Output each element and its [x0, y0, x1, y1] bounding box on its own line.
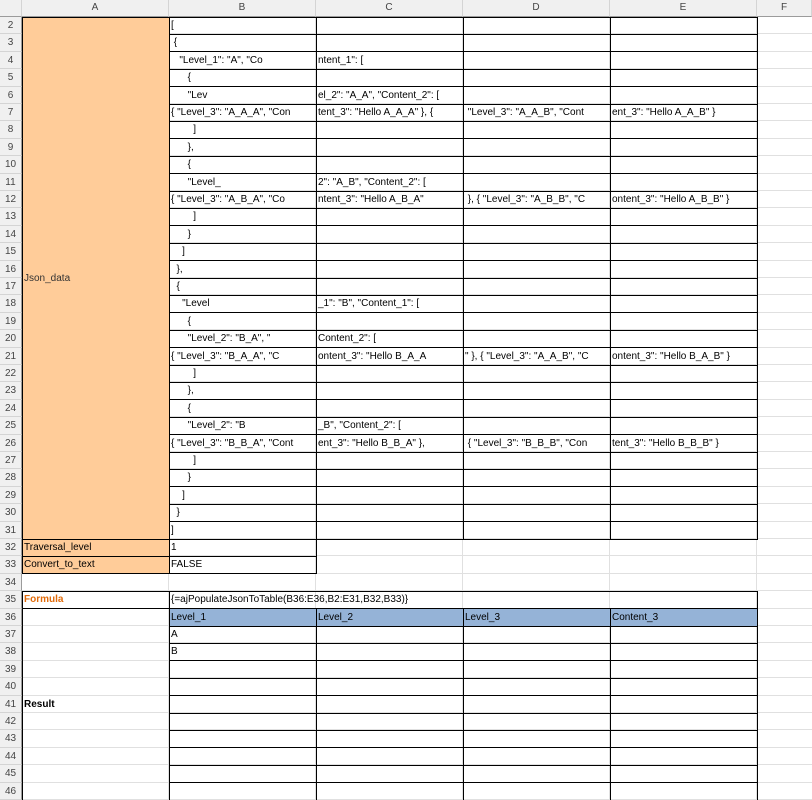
row-header-25[interactable]: 25 [0, 417, 22, 434]
json-cell[interactable]: { "Level_3": "A_A_A", "Con [171, 107, 291, 118]
row-header-37[interactable]: 37 [0, 626, 22, 643]
border-line [169, 452, 758, 453]
row-header-10[interactable]: 10 [0, 156, 22, 173]
row-header-7[interactable]: 7 [0, 104, 22, 121]
json-cell[interactable]: ] [171, 455, 197, 466]
row-header-2[interactable]: 2 [0, 17, 22, 34]
json-cell[interactable]: "Level_2": "B_A", " [171, 333, 271, 345]
border-line [169, 382, 758, 383]
row-header-36[interactable]: 36 [0, 609, 22, 626]
border-line [22, 539, 23, 574]
border-line [22, 17, 170, 18]
border-line [169, 609, 170, 800]
border-line [169, 399, 758, 400]
json-cell[interactable]: 2": "A_B", "Content_2": [ [318, 176, 426, 188]
border-line [169, 330, 758, 331]
row-header-22[interactable]: 22 [0, 365, 22, 382]
result-header-4[interactable]: Content_3 [612, 611, 659, 623]
border-line [169, 782, 758, 783]
border-line [316, 539, 317, 574]
row-header-46[interactable]: 46 [0, 783, 22, 800]
json-cell[interactable]: } [171, 472, 192, 484]
json-cell[interactable]: } [171, 507, 180, 519]
border-line [169, 713, 758, 714]
row-header-28[interactable]: 28 [0, 469, 22, 486]
column-header-a[interactable]: A [22, 0, 169, 17]
row-header-42[interactable]: 42 [0, 713, 22, 730]
json-cell[interactable]: } [171, 228, 192, 240]
json-cell[interactable]: ] [171, 211, 197, 223]
json-cell[interactable]: ntent_1": [ [318, 54, 364, 66]
border-line [169, 34, 758, 35]
border-line [169, 86, 758, 87]
json-cell[interactable]: el_2": "A_A", "Content_2": [ [318, 89, 440, 101]
select-all-corner[interactable] [0, 0, 22, 17]
row-header-33[interactable]: 33 [0, 556, 22, 573]
json-cell[interactable]: }, [171, 385, 194, 397]
column-header-e[interactable]: E [610, 0, 757, 17]
convert-to-text-label[interactable]: Convert_to_text [22, 556, 169, 573]
row-header-45[interactable]: 45 [0, 765, 22, 782]
json-cell[interactable]: ] [171, 124, 197, 136]
json-cell[interactable]: [ [171, 20, 174, 31]
border-line [316, 609, 317, 800]
json-cell[interactable]: ontent_3": "Hello B_A_A [318, 350, 427, 362]
border-line [169, 208, 758, 209]
json-cell[interactable]: }, [171, 263, 183, 275]
border-line [169, 678, 758, 679]
border-line [169, 660, 758, 661]
border-line [169, 626, 758, 627]
json-cell[interactable]: { [171, 402, 192, 414]
border-line [169, 747, 758, 748]
border-line [169, 434, 758, 435]
row-header-5[interactable]: 5 [0, 69, 22, 86]
json-cell[interactable]: { "Level_3": "B_B_B", "Con [465, 437, 588, 449]
row-header-6[interactable]: 6 [0, 87, 22, 104]
border-line [610, 609, 611, 800]
border-line [22, 608, 758, 609]
json-cell[interactable]: { [171, 281, 180, 292]
json-cell[interactable]: " }, { "Level_3": "A_A_B", "C [465, 350, 589, 362]
row-header-30[interactable]: 30 [0, 504, 22, 521]
border-line [169, 295, 758, 296]
row-header-8[interactable]: 8 [0, 121, 22, 138]
border-line [169, 191, 758, 192]
row-header-29[interactable]: 29 [0, 487, 22, 504]
result-cell[interactable]: A [171, 629, 178, 640]
result-label[interactable]: Result [24, 698, 55, 710]
border-line [169, 225, 758, 226]
json-cell[interactable]: "Level [171, 298, 210, 310]
border-line [169, 521, 758, 522]
json-cell[interactable]: ntent_3": "Hello A_B_A" [318, 194, 424, 205]
json-cell[interactable]: ent_3": "Hello B_B_A" }, [318, 437, 425, 449]
json-cell[interactable]: ent_3": "Hello A_A_B" } [612, 107, 716, 118]
border-line [22, 556, 317, 557]
border-line [169, 486, 758, 487]
border-line [169, 730, 758, 731]
border-line [169, 539, 170, 574]
json-cell[interactable]: { [171, 159, 192, 171]
border-line [22, 17, 23, 539]
json-cell[interactable]: Content_2": [ [318, 333, 377, 345]
border-line [169, 347, 758, 348]
border-line [169, 765, 758, 766]
json-cell[interactable]: }, [171, 141, 194, 153]
border-line [169, 156, 758, 157]
row-header-32[interactable]: 32 [0, 539, 22, 556]
json-cell[interactable]: { "Level_3": "B_A_A", "C [171, 350, 280, 362]
border-line [169, 365, 758, 366]
formula-label[interactable]: Formula [24, 594, 64, 606]
json-cell[interactable]: { [171, 315, 192, 327]
border-line [169, 260, 758, 261]
row-header-35[interactable]: 35 [0, 591, 22, 608]
row-header-34[interactable]: 34 [0, 574, 22, 591]
row-header-18[interactable]: 18 [0, 295, 22, 312]
row-header-39[interactable]: 39 [0, 661, 22, 678]
row-header-21[interactable]: 21 [0, 348, 22, 365]
json-cell[interactable]: { [171, 72, 192, 84]
column-header-f[interactable]: F [757, 0, 812, 17]
row-header-24[interactable]: 24 [0, 400, 22, 417]
json-cell[interactable]: "Level_2": "B [171, 420, 246, 432]
border-line [169, 469, 758, 470]
row-header-16[interactable]: 16 [0, 261, 22, 278]
row-header-3[interactable]: 3 [0, 34, 22, 51]
json-cell[interactable]: "Level_1": "A", "Co [171, 54, 263, 66]
border-line [22, 591, 758, 592]
json-cell[interactable]: ] [171, 489, 185, 501]
border-line [316, 17, 317, 539]
border-line [610, 17, 611, 539]
json-cell[interactable]: }, { "Level_3": "A_B_B", "C [465, 194, 586, 205]
border-line [22, 573, 317, 574]
column-header-d[interactable]: D [463, 0, 610, 17]
result-header-1[interactable]: Level_1 [171, 611, 207, 623]
border-line [169, 504, 758, 505]
border-line [463, 17, 464, 539]
row-header-14[interactable]: 14 [0, 226, 22, 243]
json-cell[interactable]: tent_3": "Hello B_B_B" } [612, 437, 719, 449]
traversal-level-label[interactable]: Traversal_level [22, 539, 169, 556]
json-cell[interactable]: ] [171, 246, 185, 258]
border-line [169, 51, 758, 52]
row-header-40[interactable]: 40 [0, 678, 22, 695]
row-header-26[interactable]: 26 [0, 435, 22, 452]
row-header-4[interactable]: 4 [0, 52, 22, 69]
row-header-13[interactable]: 13 [0, 208, 22, 225]
json-cell[interactable]: _B", "Content_2": [ [318, 420, 401, 432]
formula-cell[interactable]: {=ajPopulateJsonToTable(B36:E36,B2:E31,B32,B33)} [171, 594, 409, 606]
row-header-23[interactable]: 23 [0, 382, 22, 399]
border-line [757, 591, 758, 608]
row-header-43[interactable]: 43 [0, 730, 22, 747]
json-cell[interactable]: { "Level_3": "B_B_A", "Cont [171, 437, 294, 449]
border-line [169, 312, 758, 313]
json-cell[interactable]: { "Level_3": "A_B_A", "Co [171, 194, 285, 205]
border-line [169, 104, 758, 105]
json-cell[interactable]: ontent_3": "Hello B_A_B" } [612, 350, 730, 362]
json-cell[interactable]: "Lev [171, 89, 208, 101]
json-cell[interactable]: "Level_ [171, 176, 221, 188]
border-line [22, 539, 317, 540]
result-cell[interactable]: B [171, 646, 178, 658]
row-header-20[interactable]: 20 [0, 330, 22, 347]
border-line [169, 69, 758, 70]
border-line [169, 643, 758, 644]
result-header-3[interactable]: Level_3 [465, 611, 501, 623]
row-header-15[interactable]: 15 [0, 243, 22, 260]
border-line [22, 591, 23, 608]
row-header-11[interactable]: 11 [0, 174, 22, 191]
row-header-19[interactable]: 19 [0, 313, 22, 330]
border-line [169, 591, 170, 608]
json-cell[interactable]: ] [171, 368, 197, 379]
json-cell[interactable]: _1": "B", "Content_1": [ [318, 298, 420, 310]
border-line [757, 17, 758, 539]
border-line [463, 609, 464, 800]
border-line [169, 121, 758, 122]
border-line [169, 17, 758, 18]
convert-to-text-value[interactable]: FALSE [171, 559, 203, 571]
json-cell[interactable]: { [171, 37, 178, 49]
column-header-b[interactable]: B [169, 0, 316, 17]
row-header-9[interactable]: 9 [0, 139, 22, 156]
json-cell[interactable]: "Level_3": "A_A_B", "Cont [465, 107, 584, 118]
border-line [169, 243, 758, 244]
border-line [22, 609, 23, 800]
json-cell[interactable]: ontent_3": "Hello A_B_B" } [612, 194, 730, 205]
border-line [169, 695, 758, 696]
border-line [169, 173, 758, 174]
column-header-c[interactable]: C [316, 0, 463, 17]
json-cell[interactable]: ] [171, 524, 174, 536]
row-header-27[interactable]: 27 [0, 452, 22, 469]
row-header-12[interactable]: 12 [0, 191, 22, 208]
border-line [169, 17, 170, 539]
traversal-level-value[interactable]: 1 [171, 542, 177, 553]
row-header-17[interactable]: 17 [0, 278, 22, 295]
row-header-38[interactable]: 38 [0, 643, 22, 660]
row-header-31[interactable]: 31 [0, 522, 22, 539]
row-header-41[interactable]: 41 [0, 696, 22, 713]
border-line [169, 278, 758, 279]
border-line [169, 417, 758, 418]
result-header-2[interactable]: Level_2 [318, 611, 354, 623]
border-line [169, 138, 758, 139]
border-line [757, 609, 758, 800]
json-data-label[interactable]: Json_data [22, 17, 169, 539]
json-cell[interactable]: tent_3": "Hello A_A_A" }, { [318, 107, 434, 118]
row-header-44[interactable]: 44 [0, 748, 22, 765]
